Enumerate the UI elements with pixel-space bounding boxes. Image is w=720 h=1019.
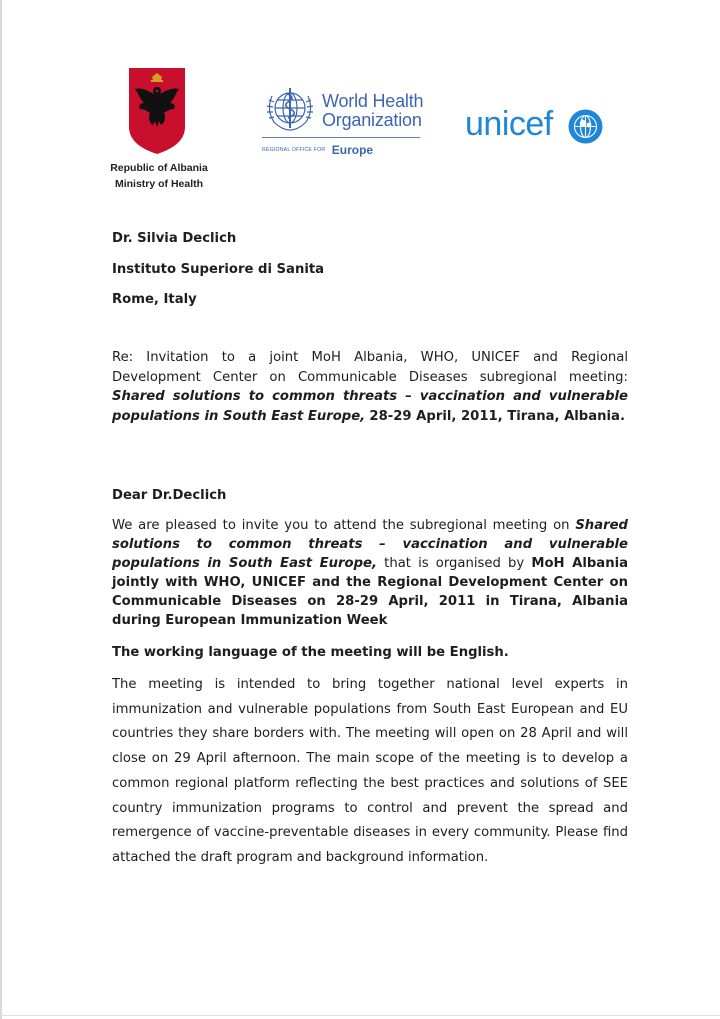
invitation-organised-by: that is organised by [384, 556, 525, 571]
albania-coat-of-arms-icon [128, 67, 186, 155]
who-regional-office [262, 141, 373, 159]
who-divider [262, 137, 420, 138]
invitation-meeting-title: Shared solutions to common threats – vaccination and vulnerable populations in South East Europe, [112, 518, 628, 571]
ministry-caption [104, 160, 214, 192]
who-name [322, 92, 423, 130]
invitation-paragraph [112, 516, 628, 630]
recipient-city: Rome, Italy [112, 292, 197, 307]
who-regional-europe: Europe [331, 142, 374, 157]
subject-meeting-title: Shared solutions to common threats – vaccination and vulnerable populations in South East Europe, [112, 389, 628, 424]
subject-intro: Re: Invitation to a joint MoH Albania, WHO, UNICEF and Regional Development Center on Communicable Diseases subregional meeting: [112, 350, 628, 385]
meeting-description: The meeting is intended to bring together national level experts in immunization and vulnerable populations from South East European and EU countries they share borders with. The meeting will open on 28 April and will close on 29 April afternoon. The main scope of the meeting is to develop a common regional platform reflecting the best practices and solutions of SEE country immunization programs to control and prevent the spread and remergence of vaccine-preventable diseases in every community. Please find attached the draft program and background information. [112, 677, 628, 865]
page-edge [0, 0, 2, 1019]
ministry-line-2: Ministry of Health [114, 178, 204, 190]
ministry-line-1: Republic of Albania [110, 162, 208, 174]
language-note: The working language of the meeting will be English. [112, 645, 509, 660]
invitation-organisers: MoH Albania jointly with WHO, UNICEF and the Regional Development Center on Communicable Diseases on 28-29 April, 2011 in Tirana, Albania during European Immunization Week [112, 556, 628, 628]
subject-paragraph [112, 348, 628, 426]
recipient-name: Dr. Silvia Declich [112, 231, 237, 246]
unicef-wordmark: unicef [465, 105, 553, 143]
who-regional-small: REGIONAL OFFICE FOR [262, 146, 326, 153]
invitation-intro: We are pleased to invite you to attend the subregional meeting on [112, 518, 570, 533]
greeting: Dear Dr.Declich [112, 488, 227, 503]
subject-date-place: 28-29 April, 2011, Tirana, Albania. [369, 408, 625, 424]
page-bottom-edge [0, 1015, 720, 1016]
meeting-description-paragraph [112, 673, 628, 871]
unicef-globe-icon [567, 108, 604, 145]
recipient-institution: Instituto Superiore di Sanita [112, 262, 325, 277]
who-emblem-icon [262, 86, 318, 134]
who-line-1: World Health [322, 91, 424, 111]
who-line-2: Organization [322, 110, 422, 130]
